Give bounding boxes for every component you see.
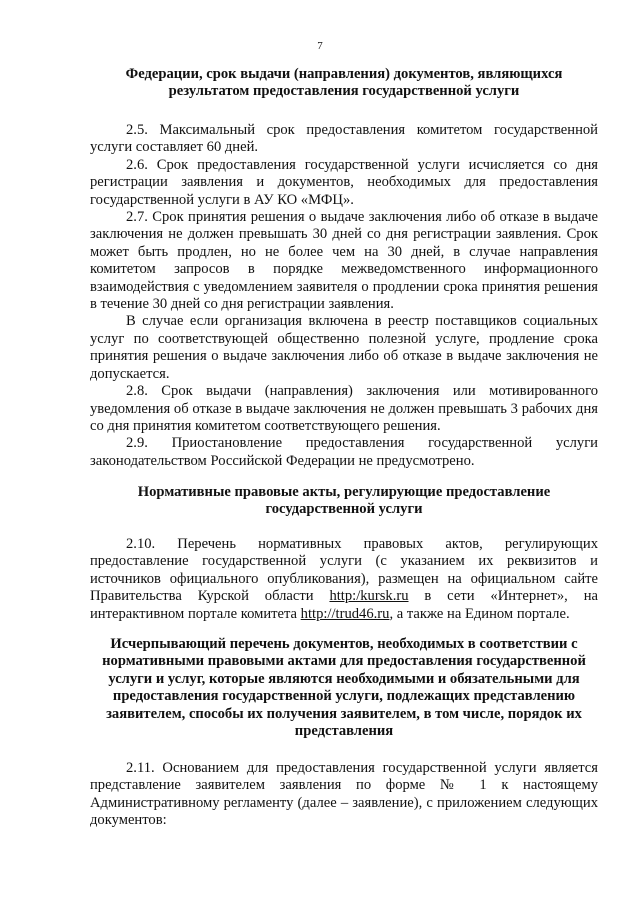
paragraph-2-10-block: [90, 536, 598, 623]
paragraph-2-10-text-3: , а также на Едином портале.: [389, 605, 570, 622]
paragraph-2-5: 2.5. Максимальный срок предоставления комитетом государственной услуги составляет 60 дней.: [90, 122, 598, 156]
paragraph-2-10-text-2: в сети «Интернет», на интерактивном портале комитета: [90, 588, 598, 622]
paragraphs-terms: [90, 122, 598, 470]
paragraph-2-10-text-1: 2.10. Перечень нормативных правовых актов, регулирующих предоставление государственной услуги (с указанием их реквизитов и источников официального опубликования), размещен на официальном сайте Правительства Курской области: [90, 536, 598, 605]
section-heading-terms: Федерации, срок выдачи (направления) документов, являющихся результатом предоставления государственной услуги: [125, 66, 563, 100]
kursk-link[interactable]: http:/kursk.ru: [329, 588, 409, 605]
paragraph-2-8: 2.8. Срок выдачи (направления) заключения или мотивированного уведомления об отказе в выдаче заключения не должен превышать 3 рабочих дня со дня принятия комитетом соответствующего решения.: [90, 383, 598, 434]
paragraph-2-11-block: [90, 760, 598, 830]
paragraph-2-6: 2.6. Срок предоставления государственной услуги исчисляется со дня регистрации заявления и документов, необходимых для предоставления государственной услуги в АУ КО «МФЦ».: [90, 156, 598, 208]
paragraph-2-10: [90, 536, 598, 623]
section-heading-documents: Исчерпывающий перечень документов, необходимых в соответствии с нормативными правовыми актами для предоставления государственной услуги и услуг, которые являются необходимыми и обязательными для предоставления государственной услуги, подлежащих представлению заявителем, способы их получения заявителем, в том числе, порядок их представления: [102, 636, 586, 740]
paragraph-2-7-note: В случае если организация включена в реестр поставщиков социальных услуг по соответствующей общественно полезной услуге, продление срока принятия решения о выдаче заключения либо об отказе в выдаче заключения не допускается.: [90, 313, 598, 382]
paragraph-2-11: 2.11. Основанием для предоставления государственной услуги является представление заявителем заявления по форме № 1 к настоящему Административному регламенту (далее – заявление), с приложением следующих документов:: [90, 760, 598, 829]
section-heading-legal-acts: Нормативные правовые акты, регулирующие предоставление государственной услуги: [137, 484, 551, 518]
page-number: 7: [317, 40, 323, 52]
paragraph-2-9: 2.9. Приостановление предоставления государственной услуги законодательством Российской Федерации не предусмотрено.: [90, 435, 598, 469]
trud46-link[interactable]: http://trud46.ru: [300, 605, 390, 622]
paragraph-2-7: 2.7. Срок принятия решения о выдаче заключения либо об отказе в выдаче заключения не должен превышать 30 дней со дня регистрации заявления. Срок может быть продлен, но не более чем на 30 дней, в случае направления комитетом запросов в порядке межведомственного информационного взаимодействия с уведомлением заявителя о продлении срока принятия решения в течение 30 дней со дня регистрации заявления.: [90, 209, 598, 313]
